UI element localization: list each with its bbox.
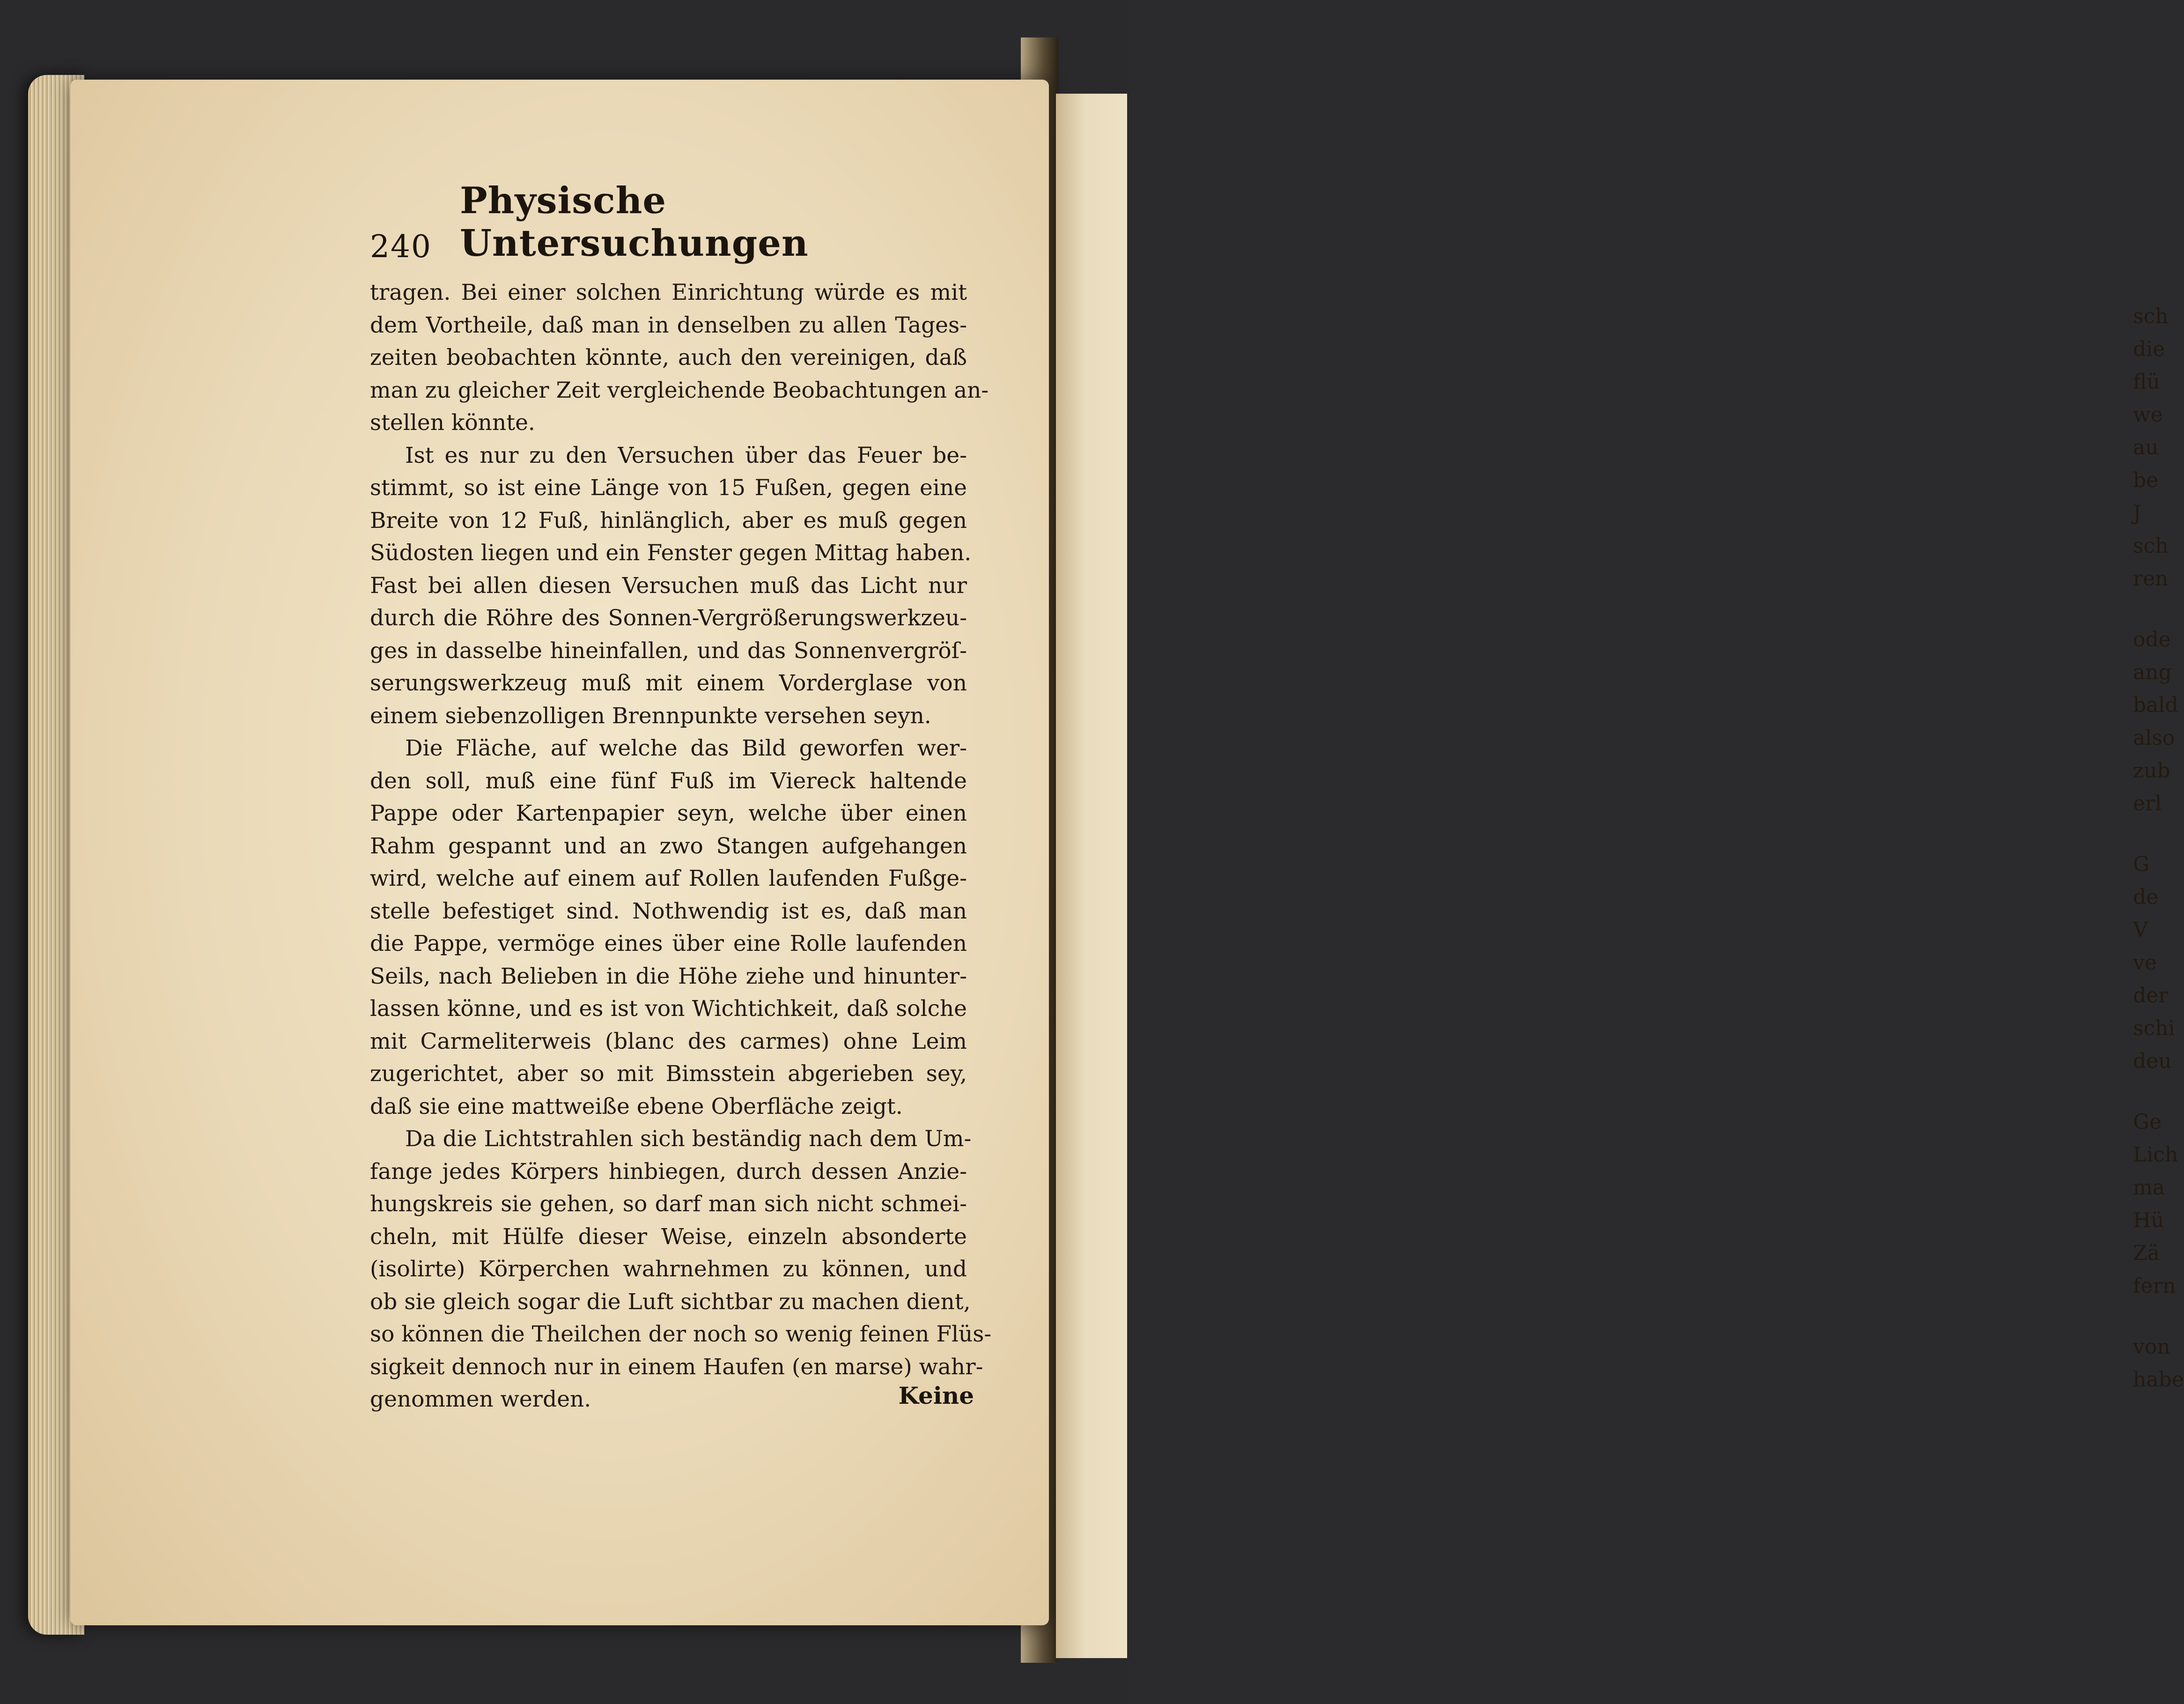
text-line: cheln, mit Hülfe dieser Weise, einzeln absonderte — [370, 1223, 967, 1250]
facing-page-word: Zä — [2133, 1241, 2160, 1265]
facing-page-word: sch — [2133, 534, 2169, 558]
text-line: genommen werden. — [370, 1386, 591, 1412]
text-line: lassen könne, und es ist von Wichtichkeit, daß solche — [370, 996, 967, 1022]
facing-page-word: habe — [2133, 1368, 2184, 1392]
facing-page-word: ang — [2133, 660, 2172, 684]
text-line: Breite von 12 Fuß, hinlänglich, aber es muß gegen — [370, 507, 967, 533]
text-line: den soll, muß eine fünf Fuß im Viereck haltende — [370, 768, 967, 794]
facing-page-word: Lich — [2133, 1143, 2178, 1167]
text-line: sigkeit dennoch nur in einem Haufen (en marse) wahr- — [370, 1354, 983, 1380]
facing-page-word: flü — [2133, 370, 2160, 394]
facing-page-word: G — [2133, 852, 2150, 876]
text-line: stellen könnte. — [370, 410, 535, 436]
text-line: Da die Lichtstrahlen sich beständig nach dem Um- — [405, 1126, 972, 1152]
text-line: wird, welche auf einem auf Rollen laufenden Fußge- — [370, 866, 967, 891]
facing-page-text — [2133, 94, 2183, 1658]
facing-page-word: der — [2133, 984, 2169, 1008]
text-line: Rahm gespannt und an zwo Stangen aufgehangen — [370, 833, 967, 859]
facing-page-word: schi — [2133, 1016, 2175, 1040]
facing-page-word: deu — [2133, 1049, 2172, 1073]
page-number: 240 — [370, 229, 432, 265]
text-line: hungskreis sie gehen, so darf man sich nicht schmei- — [370, 1191, 967, 1217]
facing-page-word: Ge — [2133, 1110, 2162, 1134]
facing-page-word: be — [2133, 468, 2159, 492]
text-line: die Pappe, vermöge eines über eine Rolle laufenden — [370, 931, 967, 956]
facing-page-word: au — [2133, 436, 2159, 459]
facing-page-word: we — [2133, 403, 2163, 427]
facing-page-word: fern — [2133, 1274, 2176, 1298]
text-line: zeiten beobachten könnte, auch den vereinigen, daß — [370, 345, 967, 370]
facing-page-word: Hü — [2133, 1208, 2164, 1232]
body-text — [370, 276, 992, 1416]
facing-page-word: sch — [2133, 304, 2169, 328]
facing-page-word: bald — [2133, 693, 2178, 717]
text-line: man zu gleicher Zeit vergleichende Beobachtungen an- — [370, 377, 989, 403]
text-line: ob sie gleich sogar die Luft sichtbar zu machen dient, — [370, 1289, 971, 1315]
running-title: Physische Untersuchungen — [459, 179, 809, 265]
text-line: fange jedes Körpers hinbiegen, durch dessen Anzie- — [370, 1158, 967, 1185]
text-line: einem siebenzolligen Brennpunkte versehen seyn. — [370, 703, 931, 729]
text-line: mit Carmeliterweis (blanc des carmes) ohne Leim — [370, 1028, 967, 1054]
facing-page-word: also — [2133, 726, 2175, 750]
text-line: daß sie eine mattweiße ebene Oberfläche zeigt. — [370, 1093, 903, 1119]
text-line: dem Vortheile, daß man in denselben zu allen Tages- — [370, 312, 967, 338]
facing-page-word: zub — [2133, 759, 2170, 783]
text-line: ges in dasselbe hineinfallen, und das Sonnenvergröſ- — [370, 637, 967, 664]
text-line: Seils, nach Belieben in die Höhe ziehe und hinunter- — [370, 963, 967, 989]
text-line: so können die Theilchen der noch so wenig feinen Flüs- — [370, 1321, 992, 1347]
text-line: stelle befestiget sind. Nothwendig ist es, daß man — [370, 898, 967, 924]
facing-page-word: ma — [2133, 1176, 2165, 1200]
facing-page-word: de — [2133, 885, 2159, 909]
text-line: durch die Röhre des Sonnen-Vergrößerungswerkzeu- — [370, 605, 967, 631]
facing-page-word: ren — [2133, 567, 2169, 591]
text-line: Pappe oder Kartenpapier seyn, welche über einen — [370, 800, 967, 826]
facing-page-word: ve — [2133, 951, 2157, 975]
text-line: serungswerkzeug muß mit einem Vorderglase von — [370, 670, 967, 696]
text-line: Ist es nur zu den Versuchen über das Feuer be- — [405, 442, 967, 468]
text-line: stimmt, so ist eine Länge von 15 Fußen, gegen eine — [370, 475, 967, 501]
facing-page-word: J — [2133, 501, 2141, 525]
facing-page-word: von — [2133, 1335, 2170, 1359]
page-header — [370, 179, 988, 265]
text-line: (isolirte) Körperchen wahrnehmen zu können, und — [370, 1256, 967, 1282]
text-line: zugerichtet, aber so mit Bimsstein abgerieben sey, — [370, 1061, 967, 1087]
text-line: Fast bei allen diesen Versuchen muß das Licht nur — [370, 572, 967, 599]
text-line: tragen. Bei einer solchen Einrichtung würde es mit — [370, 280, 967, 305]
facing-page-word: erl — [2133, 792, 2162, 815]
facing-page-word: die — [2133, 337, 2165, 361]
facing-page-word: ode — [2133, 628, 2171, 652]
facing-page-fragment — [1056, 94, 2184, 1658]
catchword: Keine — [898, 1382, 974, 1409]
text-line: Die Fläche, auf welche das Bild geworfen wer- — [405, 735, 967, 761]
text-line: Südosten liegen und ein Fenster gegen Mittag haben. — [370, 540, 972, 566]
facing-page-word: V — [2133, 918, 2148, 942]
